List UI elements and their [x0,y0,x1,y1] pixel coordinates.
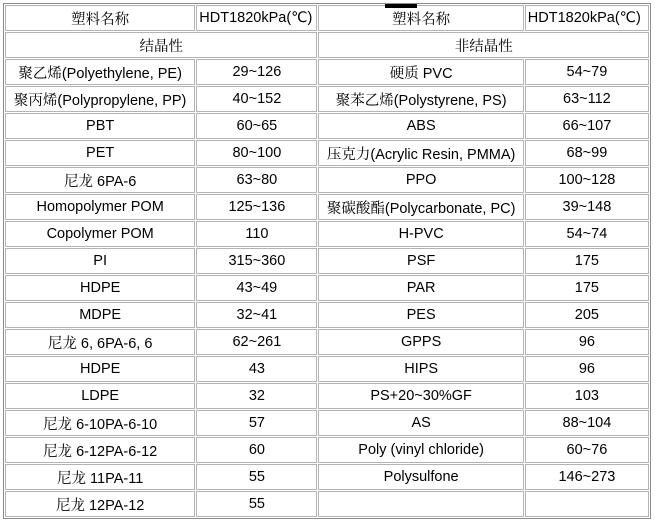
crystalline-hdt-cell: 57 [196,410,317,436]
amorphous-name-cell: PSF [318,248,523,274]
crystalline-hdt-cell: 80~100 [196,140,317,166]
amorphous-name-cell: H-PVC [318,221,523,247]
crystalline-name-cell: 尼龙 6-10PA-6-10 [5,410,195,436]
amorphous-hdt-cell: 100~128 [525,167,649,193]
crystalline-name-cell: LDPE [5,383,195,409]
crystalline-name-cell: Homopolymer POM [5,194,195,220]
hdt-table [4,4,650,518]
header-plastic-name-right: 塑料名称 [318,5,523,31]
crystalline-name-cell: 尼龙 6, 6PA-6, 6 [5,329,195,355]
table-row [5,356,649,382]
crystalline-name-cell: 尼龙 11PA-11 [5,464,195,490]
crystalline-hdt-cell: 60 [196,437,317,463]
crystalline-hdt-cell: 55 [196,491,317,517]
header-hdt-left: HDT1820kPa(℃) [196,5,317,31]
table-row [5,194,649,220]
table-row [5,464,649,490]
amorphous-name-cell: PS+20~30%GF [318,383,523,409]
table-row [5,410,649,436]
amorphous-name-cell [318,491,523,517]
amorphous-hdt-cell: 175 [525,248,649,274]
crystalline-hdt-cell: 62~261 [196,329,317,355]
table-row [5,383,649,409]
amorphous-name-cell: GPPS [318,329,523,355]
amorphous-hdt-cell: 103 [525,383,649,409]
amorphous-hdt-cell: 175 [525,275,649,301]
header-hdt-right: HDT1820kPa(℃) [525,5,649,31]
crystalline-name-cell: 聚丙烯(Polypropylene, PP) [5,86,195,112]
table-row [5,329,649,355]
amorphous-hdt-cell: 63~112 [525,86,649,112]
table-row [5,86,649,112]
section-amorphous: 非结晶性 [318,32,649,58]
section-crystalline: 结晶性 [5,32,317,58]
table-row [5,302,649,328]
amorphous-hdt-cell: 88~104 [525,410,649,436]
header-row [5,5,649,31]
table-row [5,248,649,274]
crystalline-hdt-cell: 60~65 [196,113,317,139]
amorphous-hdt-cell: 39~148 [525,194,649,220]
amorphous-name-cell: 硬质 PVC [318,59,523,85]
amorphous-name-cell: PAR [318,275,523,301]
amorphous-hdt-cell: 54~74 [525,221,649,247]
crystalline-hdt-cell: 55 [196,464,317,490]
table-row [5,437,649,463]
crystalline-hdt-cell: 32 [196,383,317,409]
crystalline-name-cell: HDPE [5,275,195,301]
crystalline-name-cell: 尼龙 6-12PA-6-12 [5,437,195,463]
amorphous-hdt-cell: 68~99 [525,140,649,166]
crystalline-hdt-cell: 315~360 [196,248,317,274]
amorphous-hdt-cell: 54~79 [525,59,649,85]
amorphous-hdt-cell: 146~273 [525,464,649,490]
crystalline-hdt-cell: 43~49 [196,275,317,301]
table-row [5,59,649,85]
amorphous-name-cell: 聚碳酸酯(Polycarbonate, PC) [318,194,523,220]
amorphous-hdt-cell: 96 [525,329,649,355]
crystalline-name-cell: PBT [5,113,195,139]
crystalline-name-cell: 尼龙 12PA-12 [5,491,195,517]
crystalline-name-cell: Copolymer POM [5,221,195,247]
amorphous-hdt-cell: 205 [525,302,649,328]
crystalline-hdt-cell: 43 [196,356,317,382]
amorphous-name-cell: 压克力(Acrylic Resin, PMMA) [318,140,523,166]
crystalline-hdt-cell: 29~126 [196,59,317,85]
amorphous-name-cell: AS [318,410,523,436]
amorphous-hdt-cell [525,491,649,517]
crystalline-name-cell: PI [5,248,195,274]
amorphous-name-cell: PES [318,302,523,328]
crystalline-hdt-cell: 32~41 [196,302,317,328]
amorphous-name-cell: 聚苯乙烯(Polystyrene, PS) [318,86,523,112]
table-row [5,221,649,247]
amorphous-name-cell: PPO [318,167,523,193]
crystalline-name-cell: PET [5,140,195,166]
crystalline-name-cell: HDPE [5,356,195,382]
amorphous-hdt-cell: 60~76 [525,437,649,463]
section-row [5,32,649,58]
crystalline-name-cell: 聚乙烯(Polyethylene, PE) [5,59,195,85]
header-plastic-name-left: 塑料名称 [5,5,195,31]
crystalline-hdt-cell: 63~80 [196,167,317,193]
crystalline-hdt-cell: 40~152 [196,86,317,112]
table-row [5,167,649,193]
crystalline-name-cell: 尼龙 6PA-6 [5,167,195,193]
table-row [5,275,649,301]
crystalline-hdt-cell: 110 [196,221,317,247]
amorphous-name-cell: ABS [318,113,523,139]
table-row [5,491,649,517]
crystalline-hdt-cell: 125~136 [196,194,317,220]
hdt-table-frame [3,3,651,519]
amorphous-hdt-cell: 96 [525,356,649,382]
amorphous-name-cell: HIPS [318,356,523,382]
table-row [5,140,649,166]
amorphous-hdt-cell: 66~107 [525,113,649,139]
table-row [5,113,649,139]
crystalline-name-cell: MDPE [5,302,195,328]
amorphous-name-cell: Poly (vinyl chloride) [318,437,523,463]
top-marker [385,4,417,8]
amorphous-name-cell: Polysulfone [318,464,523,490]
